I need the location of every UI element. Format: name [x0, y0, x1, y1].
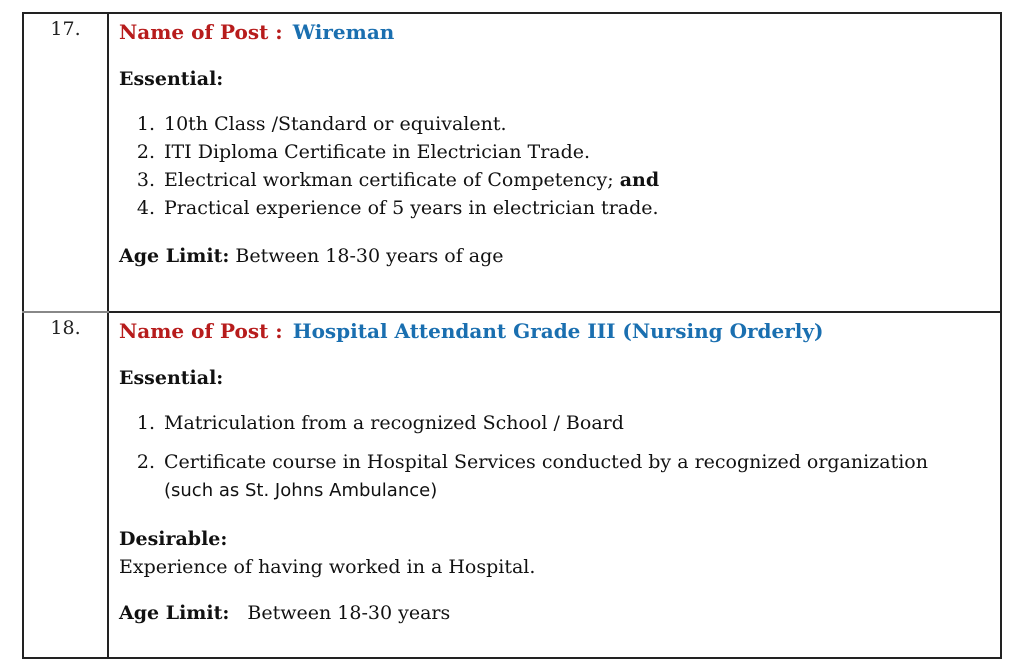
row-number: 18.	[23, 312, 108, 658]
list-item-text: Matriculation from a recognized School / Board	[164, 412, 624, 434]
list-item-text: Electrical workman certificate of Competency;	[164, 169, 614, 191]
age-limit-label: Age Limit:	[119, 602, 230, 624]
essential-list	[119, 110, 992, 222]
essential-label: Essential:	[119, 68, 224, 90]
table-row	[23, 312, 1001, 658]
age-limit	[119, 242, 992, 270]
post-title	[119, 317, 992, 345]
list-item-text: Certificate course in Hospital Services conducted by a recognized organization	[164, 451, 928, 473]
desirable-label: Desirable:	[119, 528, 228, 550]
table-row	[23, 13, 1001, 312]
list-item-number: 2.	[136, 141, 155, 163]
list-item	[119, 166, 992, 194]
age-limit-label: Age Limit:	[119, 245, 230, 267]
list-item-text-wrap	[164, 448, 992, 505]
post-title	[119, 18, 992, 46]
list-item-text: 10th Class /Standard or equivalent.	[164, 113, 507, 135]
essential-label: Essential:	[119, 367, 224, 389]
list-item-text: ITI Diploma Certificate in Electrician Trade.	[164, 141, 591, 163]
posts-table	[22, 12, 1002, 659]
list-item-text-continued: (such as St. Johns Ambulance)	[164, 480, 438, 501]
list-item	[119, 409, 992, 437]
age-limit	[119, 599, 992, 627]
post-label: Name of Post :	[119, 20, 283, 44]
age-limit-text: Between 18-30 years	[247, 602, 451, 624]
list-item-number: 4.	[136, 197, 155, 219]
list-item	[119, 110, 992, 138]
list-item-text: Practical experience of 5 years in electrician trade.	[164, 197, 659, 219]
row-number: 17.	[23, 13, 108, 312]
list-item-bold-suffix: and	[619, 169, 660, 191]
post-name: Wireman	[292, 20, 395, 44]
age-limit-text: Between 18-30 years of age	[235, 245, 504, 267]
list-item-number: 1.	[136, 113, 155, 135]
desirable-text: Experience of having worked in a Hospital.	[119, 556, 536, 578]
list-item	[119, 448, 992, 505]
list-item-number: 3.	[136, 169, 155, 191]
list-item-number: 2.	[136, 451, 155, 473]
list-item	[119, 138, 992, 166]
list-item	[119, 194, 992, 222]
list-item-number: 1.	[136, 412, 155, 434]
list-item-text-wrap	[164, 166, 992, 194]
essential-list	[119, 409, 992, 505]
post-label: Name of Post :	[119, 319, 283, 343]
row-content	[108, 13, 1001, 312]
post-name: Hospital Attendant Grade III (Nursing Orderly)	[292, 319, 824, 343]
row-content	[108, 312, 1001, 658]
